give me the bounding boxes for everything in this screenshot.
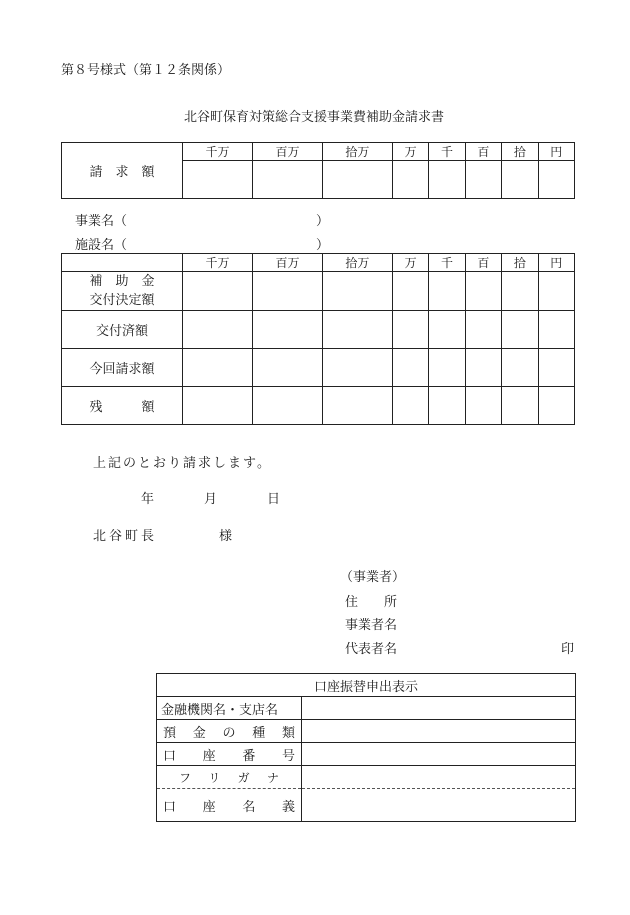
date-month: 月 [204, 492, 218, 507]
applicant-business-label: 事業者名 [345, 618, 398, 633]
facility-name-label: 施設名（ [75, 238, 128, 253]
bank-furigana-field[interactable] [302, 766, 576, 789]
claim-digit-cell[interactable] [502, 161, 538, 199]
date-year: 年 [141, 492, 155, 507]
claim-digit-cell[interactable] [252, 161, 322, 199]
page-title: 北谷町保育対策総合支援事業費補助金請求書 [184, 110, 445, 125]
bank-table-title: 口座振替申出表示 [157, 674, 576, 697]
digit-header: 千万 [183, 143, 253, 161]
date-day: 日 [267, 492, 281, 507]
bank-account-holder-field[interactable] [302, 789, 576, 822]
form-number: 第８号様式（第１２条関係） [61, 63, 231, 78]
addressee-name: 北谷町長 [93, 529, 158, 544]
bank-label-deposit-type: 預 金 の 種 類 [157, 720, 302, 743]
digit-header: 千 [429, 143, 465, 161]
bank-label-account-holder: 口 座 名 義 [157, 789, 302, 822]
bank-transfer-table [156, 673, 576, 822]
applicant-representative-label: 代表者名 [345, 642, 398, 657]
claim-amount-table [61, 142, 575, 199]
digit-header: 拾万 [322, 254, 392, 272]
digit-header: 万 [392, 143, 428, 161]
row-label-current: 今回請求額 [62, 349, 183, 387]
digit-header: 万 [392, 254, 428, 272]
digit-header: 千万 [183, 254, 253, 272]
addressee-honorific: 様 [219, 529, 233, 544]
project-name-label: 事業名（ [75, 214, 128, 229]
digit-header: 円 [538, 254, 574, 272]
digit-header: 百万 [252, 143, 322, 161]
claim-digit-cell[interactable] [392, 161, 428, 199]
digit-header: 百 [465, 143, 501, 161]
bank-label-account-number: 口 座 番 号 [157, 743, 302, 766]
project-name-close: ） [316, 214, 330, 229]
digit-header: 百万 [252, 254, 322, 272]
seal-mark: 印 [561, 642, 575, 657]
digit-header: 百 [465, 254, 501, 272]
bank-label-institution: 金融機関名・支店名 [157, 697, 302, 720]
claim-digit-cell[interactable] [465, 161, 501, 199]
digit-header: 拾 [502, 143, 538, 161]
project-name-line [75, 210, 127, 229]
facility-name-line [75, 234, 127, 253]
facility-name-close: ） [316, 238, 330, 253]
applicant-header: （事業者） [340, 570, 406, 585]
claim-label: 請 求 額 [62, 143, 183, 199]
amount-breakdown-table [61, 253, 575, 425]
claim-digit-cell[interactable] [429, 161, 465, 199]
bank-label-furigana: フ リ ガ ナ [157, 766, 302, 789]
claim-digit-cell[interactable] [322, 161, 392, 199]
digit-header: 拾 [502, 254, 538, 272]
bank-institution-field[interactable] [302, 697, 576, 720]
applicant-address-label: 住 所 [345, 595, 398, 610]
row-label-remaining: 残 額 [62, 387, 183, 425]
bank-deposit-type-field[interactable] [302, 720, 576, 743]
row-label-decided: 補 助 金 交付決定額 [62, 272, 183, 311]
digit-header: 千 [429, 254, 465, 272]
row-label-paid: 交付済額 [62, 311, 183, 349]
bank-account-number-field[interactable] [302, 743, 576, 766]
digit-header: 円 [538, 143, 574, 161]
digit-header: 拾万 [322, 143, 392, 161]
claim-digit-cell[interactable] [183, 161, 253, 199]
claim-digit-cell[interactable] [538, 161, 574, 199]
statement: 上記のとおり請求します。 [93, 456, 272, 471]
